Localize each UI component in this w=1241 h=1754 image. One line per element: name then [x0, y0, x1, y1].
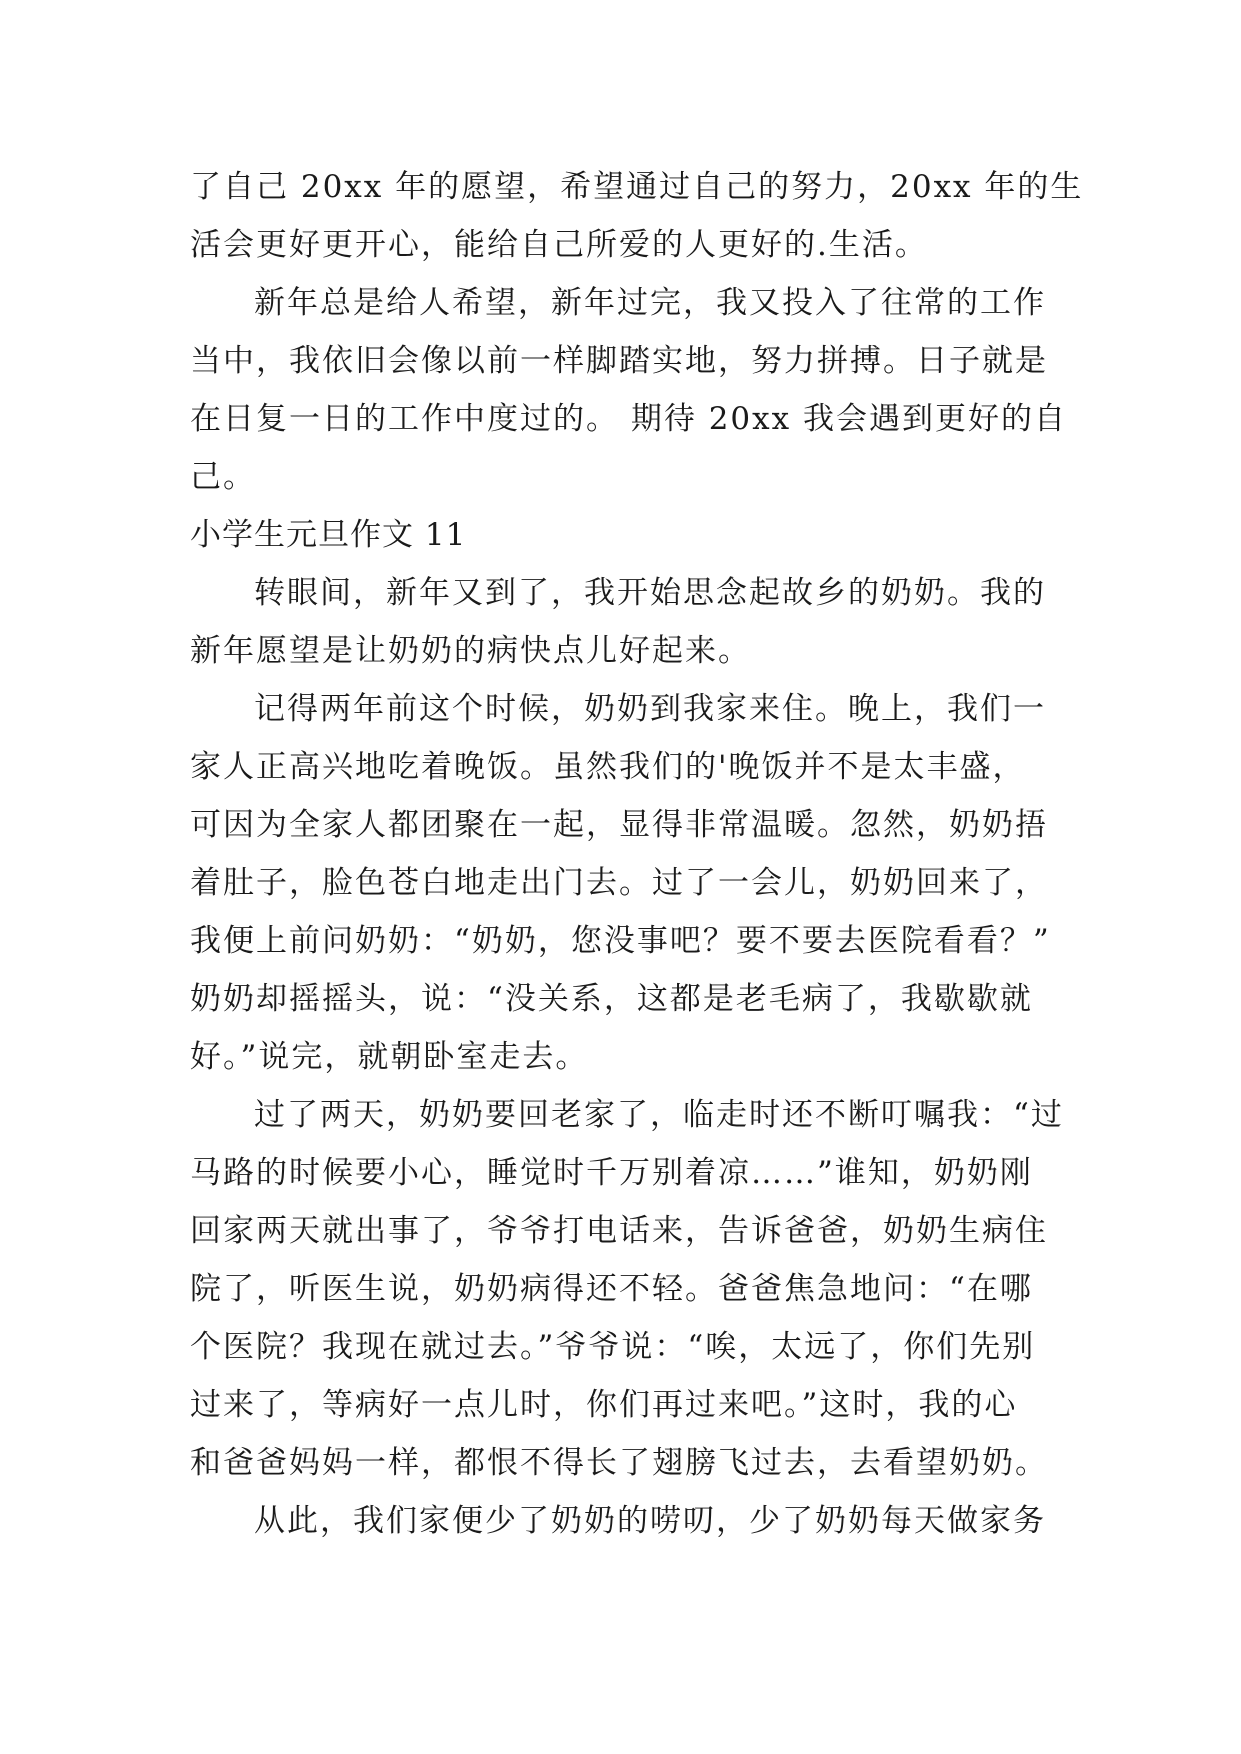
section-heading: 小学生元旦作文 11: [190, 517, 467, 553]
text-line: 当中，我依旧会像以前一样脚踏实地，努力拼搏。日子就是: [190, 343, 1048, 379]
paragraph-start-line: 过了两天，奶奶要回老家了，临走时还不断叮嘱我：“过: [254, 1097, 1064, 1133]
text-line: 马路的时候要小心，睡觉时千万别着凉……”谁知，奶奶刚: [190, 1155, 1033, 1191]
paragraph-start-line: 从此，我们家便少了奶奶的唠叨，少了奶奶每天做家务: [254, 1503, 1046, 1539]
text-line: 活会更好更开心，能给自己所爱的人更好的.生活。: [190, 227, 928, 263]
text-line: 个医院？我现在就过去。”爷爷说：“唉，太远了，你们先别: [190, 1329, 1036, 1365]
text-line: 过来了，等病好一点儿时，你们再过来吧。”这时，我的心: [190, 1387, 1018, 1423]
text-line: 己。: [190, 459, 256, 495]
text-line: 着肚子，脸色苍白地走出门去。过了一会儿，奶奶回来了，: [190, 865, 1048, 901]
text-line: 新年愿望是让奶奶的病快点儿好起来。: [190, 633, 751, 669]
paragraph-start-line: 转眼间，新年又到了，我开始思念起故乡的奶奶。我的: [254, 575, 1046, 611]
text-line: 奶奶却摇摇头，说：“没关系，这都是老毛病了，我歇歇就: [190, 981, 1033, 1017]
text-line: 家人正高兴地吃着晚饭。虽然我们的'晚饭并不是太丰盛，: [190, 749, 1026, 785]
text-line: 可因为全家人都团聚在一起，显得非常温暖。忽然，奶奶捂: [190, 807, 1048, 843]
paragraph-start-line: 新年总是给人希望，新年过完，我又投入了往常的工作: [254, 285, 1046, 321]
paragraph-start-line: 记得两年前这个时候，奶奶到我家来住。晚上，我们一: [254, 691, 1046, 727]
text-line: 了自己 20xx 年的愿望，希望通过自己的努力，20xx 年的生: [190, 169, 1084, 205]
text-line: 好。”说完，就朝卧室走去。: [190, 1039, 589, 1075]
text-line: 院了，听医生说，奶奶病得还不轻。爸爸焦急地问：“在哪: [190, 1271, 1033, 1307]
text-line: 和爸爸妈妈一样，都恨不得长了翅膀飞过去，去看望奶奶。: [190, 1445, 1048, 1481]
text-line: 在日复一日的工作中度过的。 期待 20xx 我会遇到更好的自: [190, 401, 1067, 437]
text-line: 回家两天就出事了，爷爷打电话来，告诉爸爸，奶奶生病住: [190, 1213, 1048, 1249]
document-body: [190, 158, 1084, 1550]
text-line: 我便上前问奶奶：“奶奶，您没事吧？要不要去医院看看？”: [190, 923, 1051, 959]
